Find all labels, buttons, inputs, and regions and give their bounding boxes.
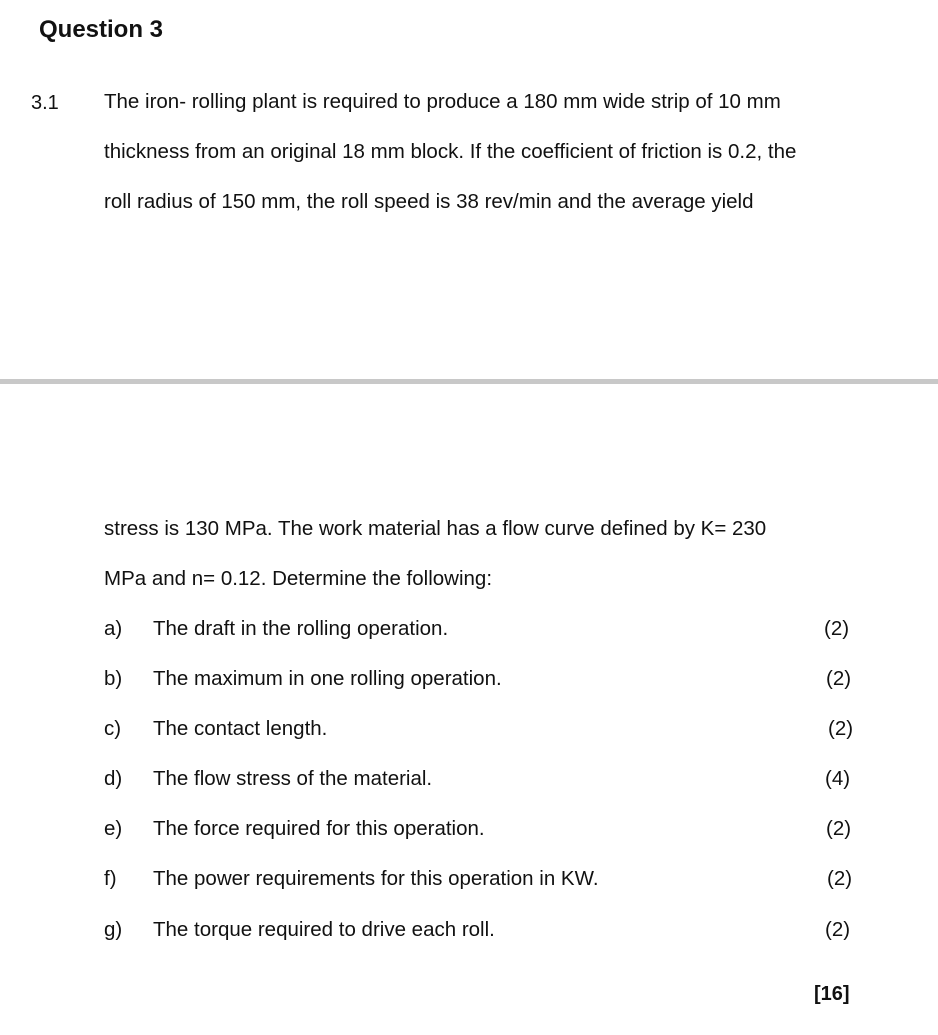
item-marks: (4) [825, 767, 851, 790]
question-heading: Question 3 [39, 16, 164, 43]
question-text-line: stress is 130 MPa. The work material has a flow curve defined by K= 230 [104, 517, 767, 540]
item-text: The draft in the rolling operation. [153, 617, 449, 640]
item-letter: d) [104, 767, 123, 790]
item-text: The maximum in one rolling operation. [153, 667, 502, 690]
item-marks: (2) [826, 667, 852, 690]
item-marks: (2) [827, 867, 853, 890]
item-marks: (2) [824, 617, 850, 640]
question-text-line: roll radius of 150 mm, the roll speed is 38 rev/min and the average yield [104, 190, 754, 213]
item-marks: (2) [825, 918, 851, 941]
question-text-line: MPa and n= 0.12. Determine the following: [104, 567, 493, 590]
item-text: The flow stress of the material. [153, 767, 433, 790]
item-marks: (2) [826, 817, 852, 840]
item-letter: g) [104, 918, 123, 941]
item-letter: f) [104, 867, 117, 890]
question-text-line: thickness from an original 18 mm block. If the coefficient of friction is 0.2, the [104, 140, 797, 163]
item-text: The contact length. [153, 717, 328, 740]
item-text: The power requirements for this operation in KW. [153, 867, 599, 890]
question-number: 3.1 [31, 92, 59, 114]
item-letter: c) [104, 717, 122, 740]
item-letter: a) [104, 617, 123, 640]
item-text: The torque required to drive each roll. [153, 918, 495, 941]
question-text-line: The iron- rolling plant is required to produce a 180 mm wide strip of 10 mm [104, 90, 781, 113]
item-letter: e) [104, 817, 123, 840]
item-letter: b) [104, 667, 123, 690]
item-text: The force required for this operation. [153, 817, 485, 840]
page-divider [0, 379, 938, 384]
item-marks: (2) [828, 717, 854, 740]
total-marks: [16] [814, 983, 850, 1005]
